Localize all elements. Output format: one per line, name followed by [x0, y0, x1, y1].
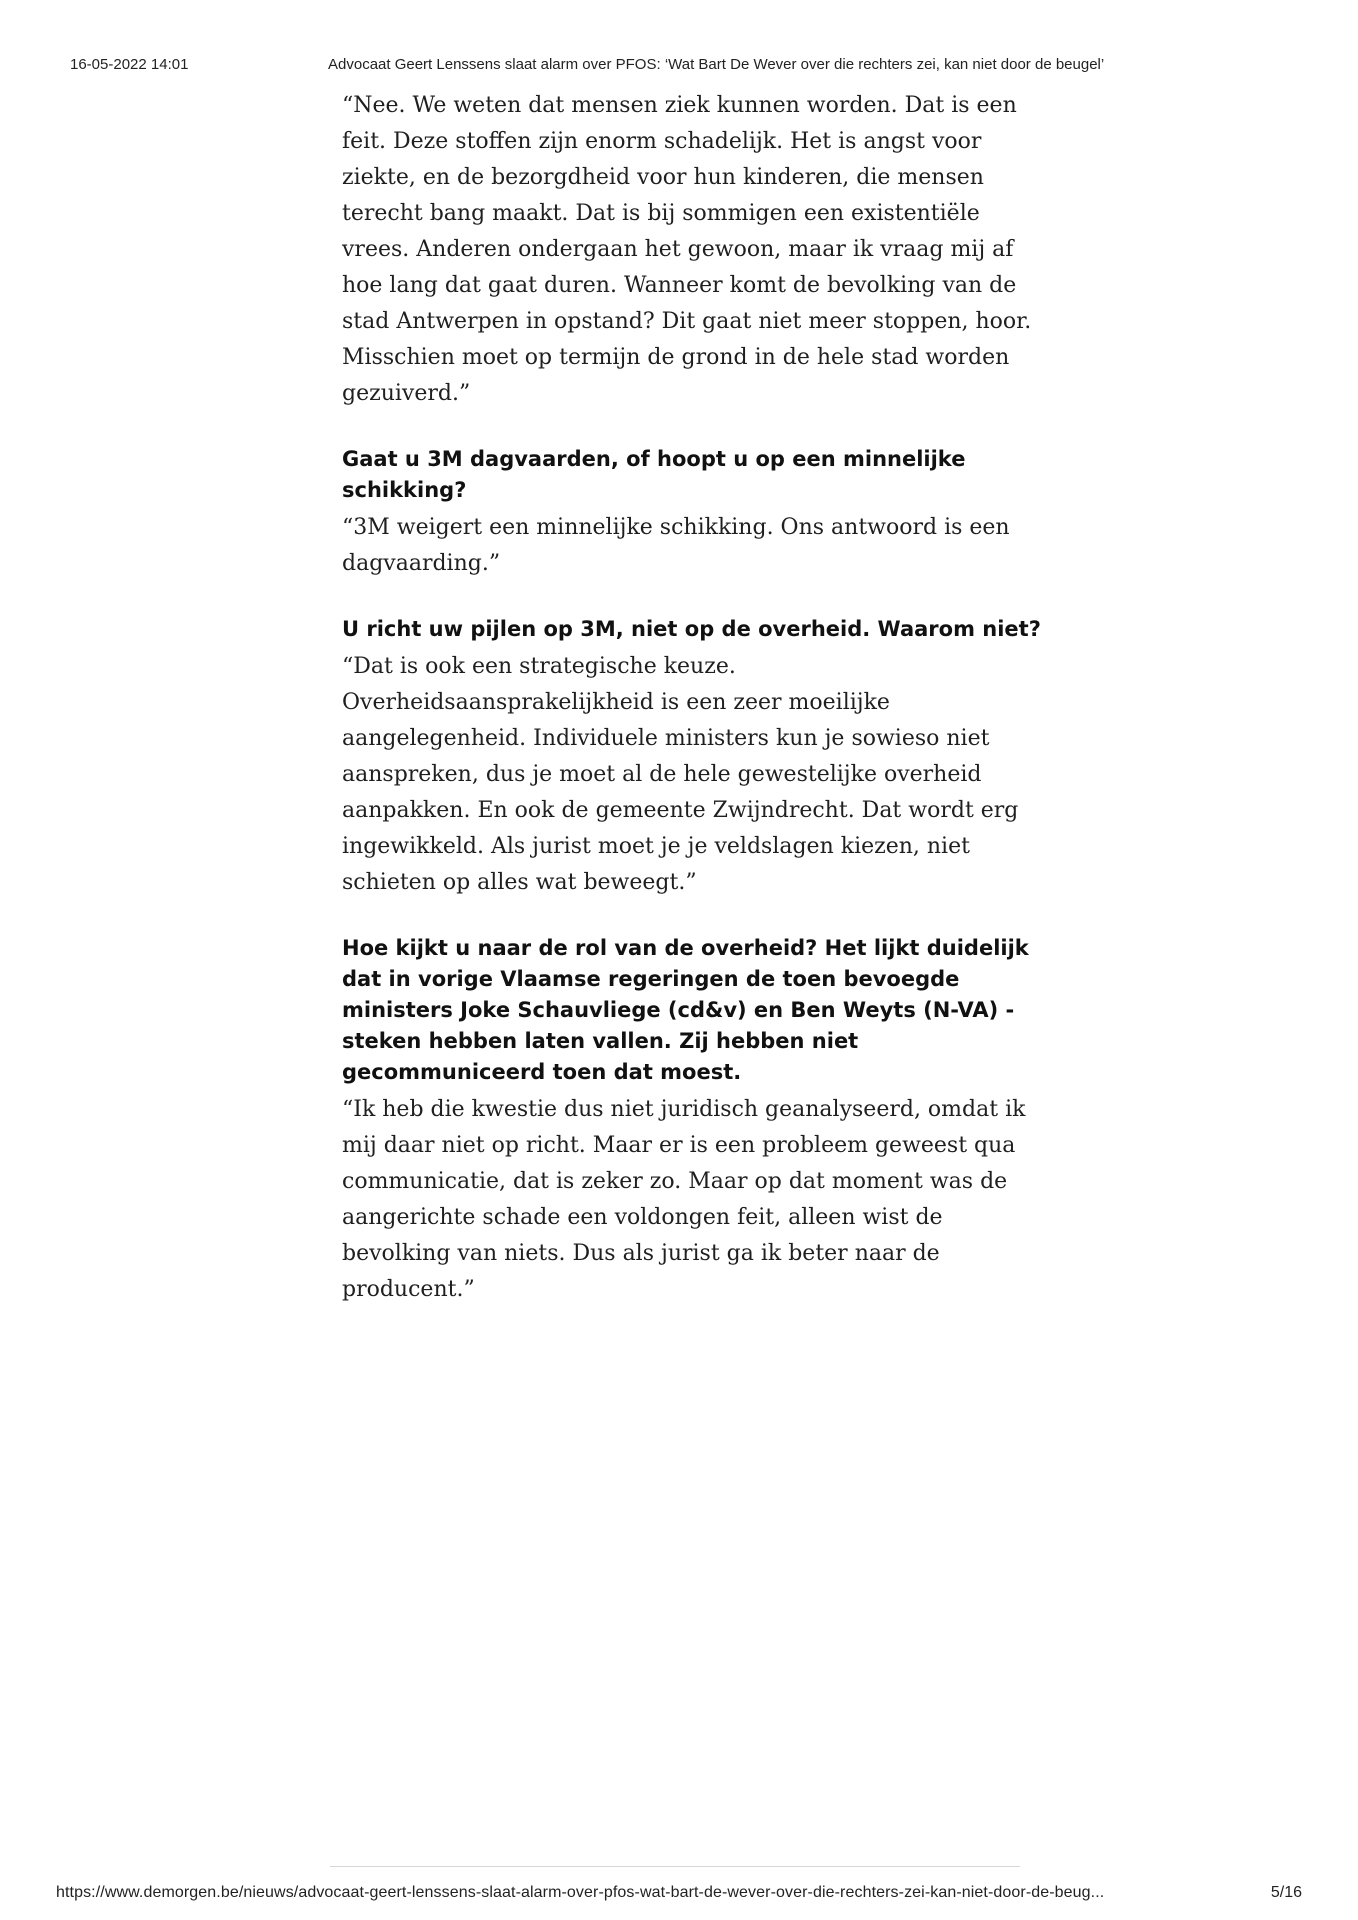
- print-header: [70, 56, 1288, 76]
- page-number: 5/16: [1270, 1884, 1302, 1901]
- interview-question: U richt uw pijlen op 3M, niet op de overheid. Waarom niet?: [342, 617, 1041, 641]
- print-page-title: Advocaat Geert Lenssens slaat alarm over PFOS: ‘Wat Bart De Wever over die rechters zei, kan niet door de beugel’: [328, 56, 1105, 73]
- interview-question: Gaat u 3M dagvaarden, of hoopt u op een minnelijke schikking?: [342, 447, 966, 502]
- print-footer: [56, 1884, 1302, 1904]
- qa-item: [342, 444, 1042, 582]
- article-body: [342, 88, 1042, 1340]
- intro-quote: “Nee. We weten dat mensen ziek kunnen worden. Dat is een feit. Deze stoffen zijn enorm schadelijk. Het is angst voor ziekte, en de bezorgdheid voor hun kinderen, die mensen terecht bang maakt. Dat is bij sommigen een existentiële vrees. Anderen ondergaan het gewoon, maar ik vraag mij af hoe lang dat gaat duren. Wanneer komt de bevolking van de stad Antwerpen in opstand? Dit gaat niet meer stoppen, hoor. Misschien moet op termijn de grond in de hele stad worden gezuiverd.”: [342, 93, 1032, 406]
- footer-divider: [330, 1866, 1020, 1867]
- intro-quote-block: [342, 88, 1042, 412]
- qa-item: [342, 614, 1042, 901]
- interview-answer: “Dat is ook een strategische keuze. Overheidsaansprakelijkheid is een zeer moeilijke aangelegenheid. Individuele ministers kun je sowieso niet aanspreken, dus je moet al de hele gewestelijke overheid aanpakken. En ook de gemeente Zwijndrecht. Dat wordt erg ingewikkeld. Als jurist moet je je veldslagen kiezen, niet schieten op alles wat beweegt.”: [342, 654, 1019, 895]
- source-url[interactable]: https://www.demorgen.be/nieuws/advocaat-geert-lenssens-slaat-alarm-over-pfos-wat-bart-de-wever-over-die-rechters-zei-kan-niet-door-de-beug...: [56, 1884, 1105, 1901]
- interview-answer: “Ik heb die kwestie dus niet juridisch geanalyseerd, omdat ik mij daar niet op richt. Maar er is een probleem geweest qua communicatie, dat is zeker zo. Maar op dat moment was de aangerichte schade een voldongen feit, alleen wist de bevolking van niets. Dus als jurist ga ik beter naar de producent.”: [342, 1097, 1026, 1302]
- print-timestamp: 16-05-2022 14:01: [70, 56, 189, 73]
- interview-question: Hoe kijkt u naar de rol van de overheid? Het lijkt duidelijk dat in vorige Vlaamse regeringen de toen bevoegde ministers Joke Schauvliege (cd&v) en Ben Weyts (N-VA) - steken hebben laten vallen. Zij hebben niet gecommuniceerd toen dat moest.: [342, 936, 1029, 1084]
- qa-item: [342, 933, 1042, 1308]
- interview-answer: “3M weigert een minnelijke schikking. Ons antwoord is een dagvaarding.”: [342, 515, 1010, 576]
